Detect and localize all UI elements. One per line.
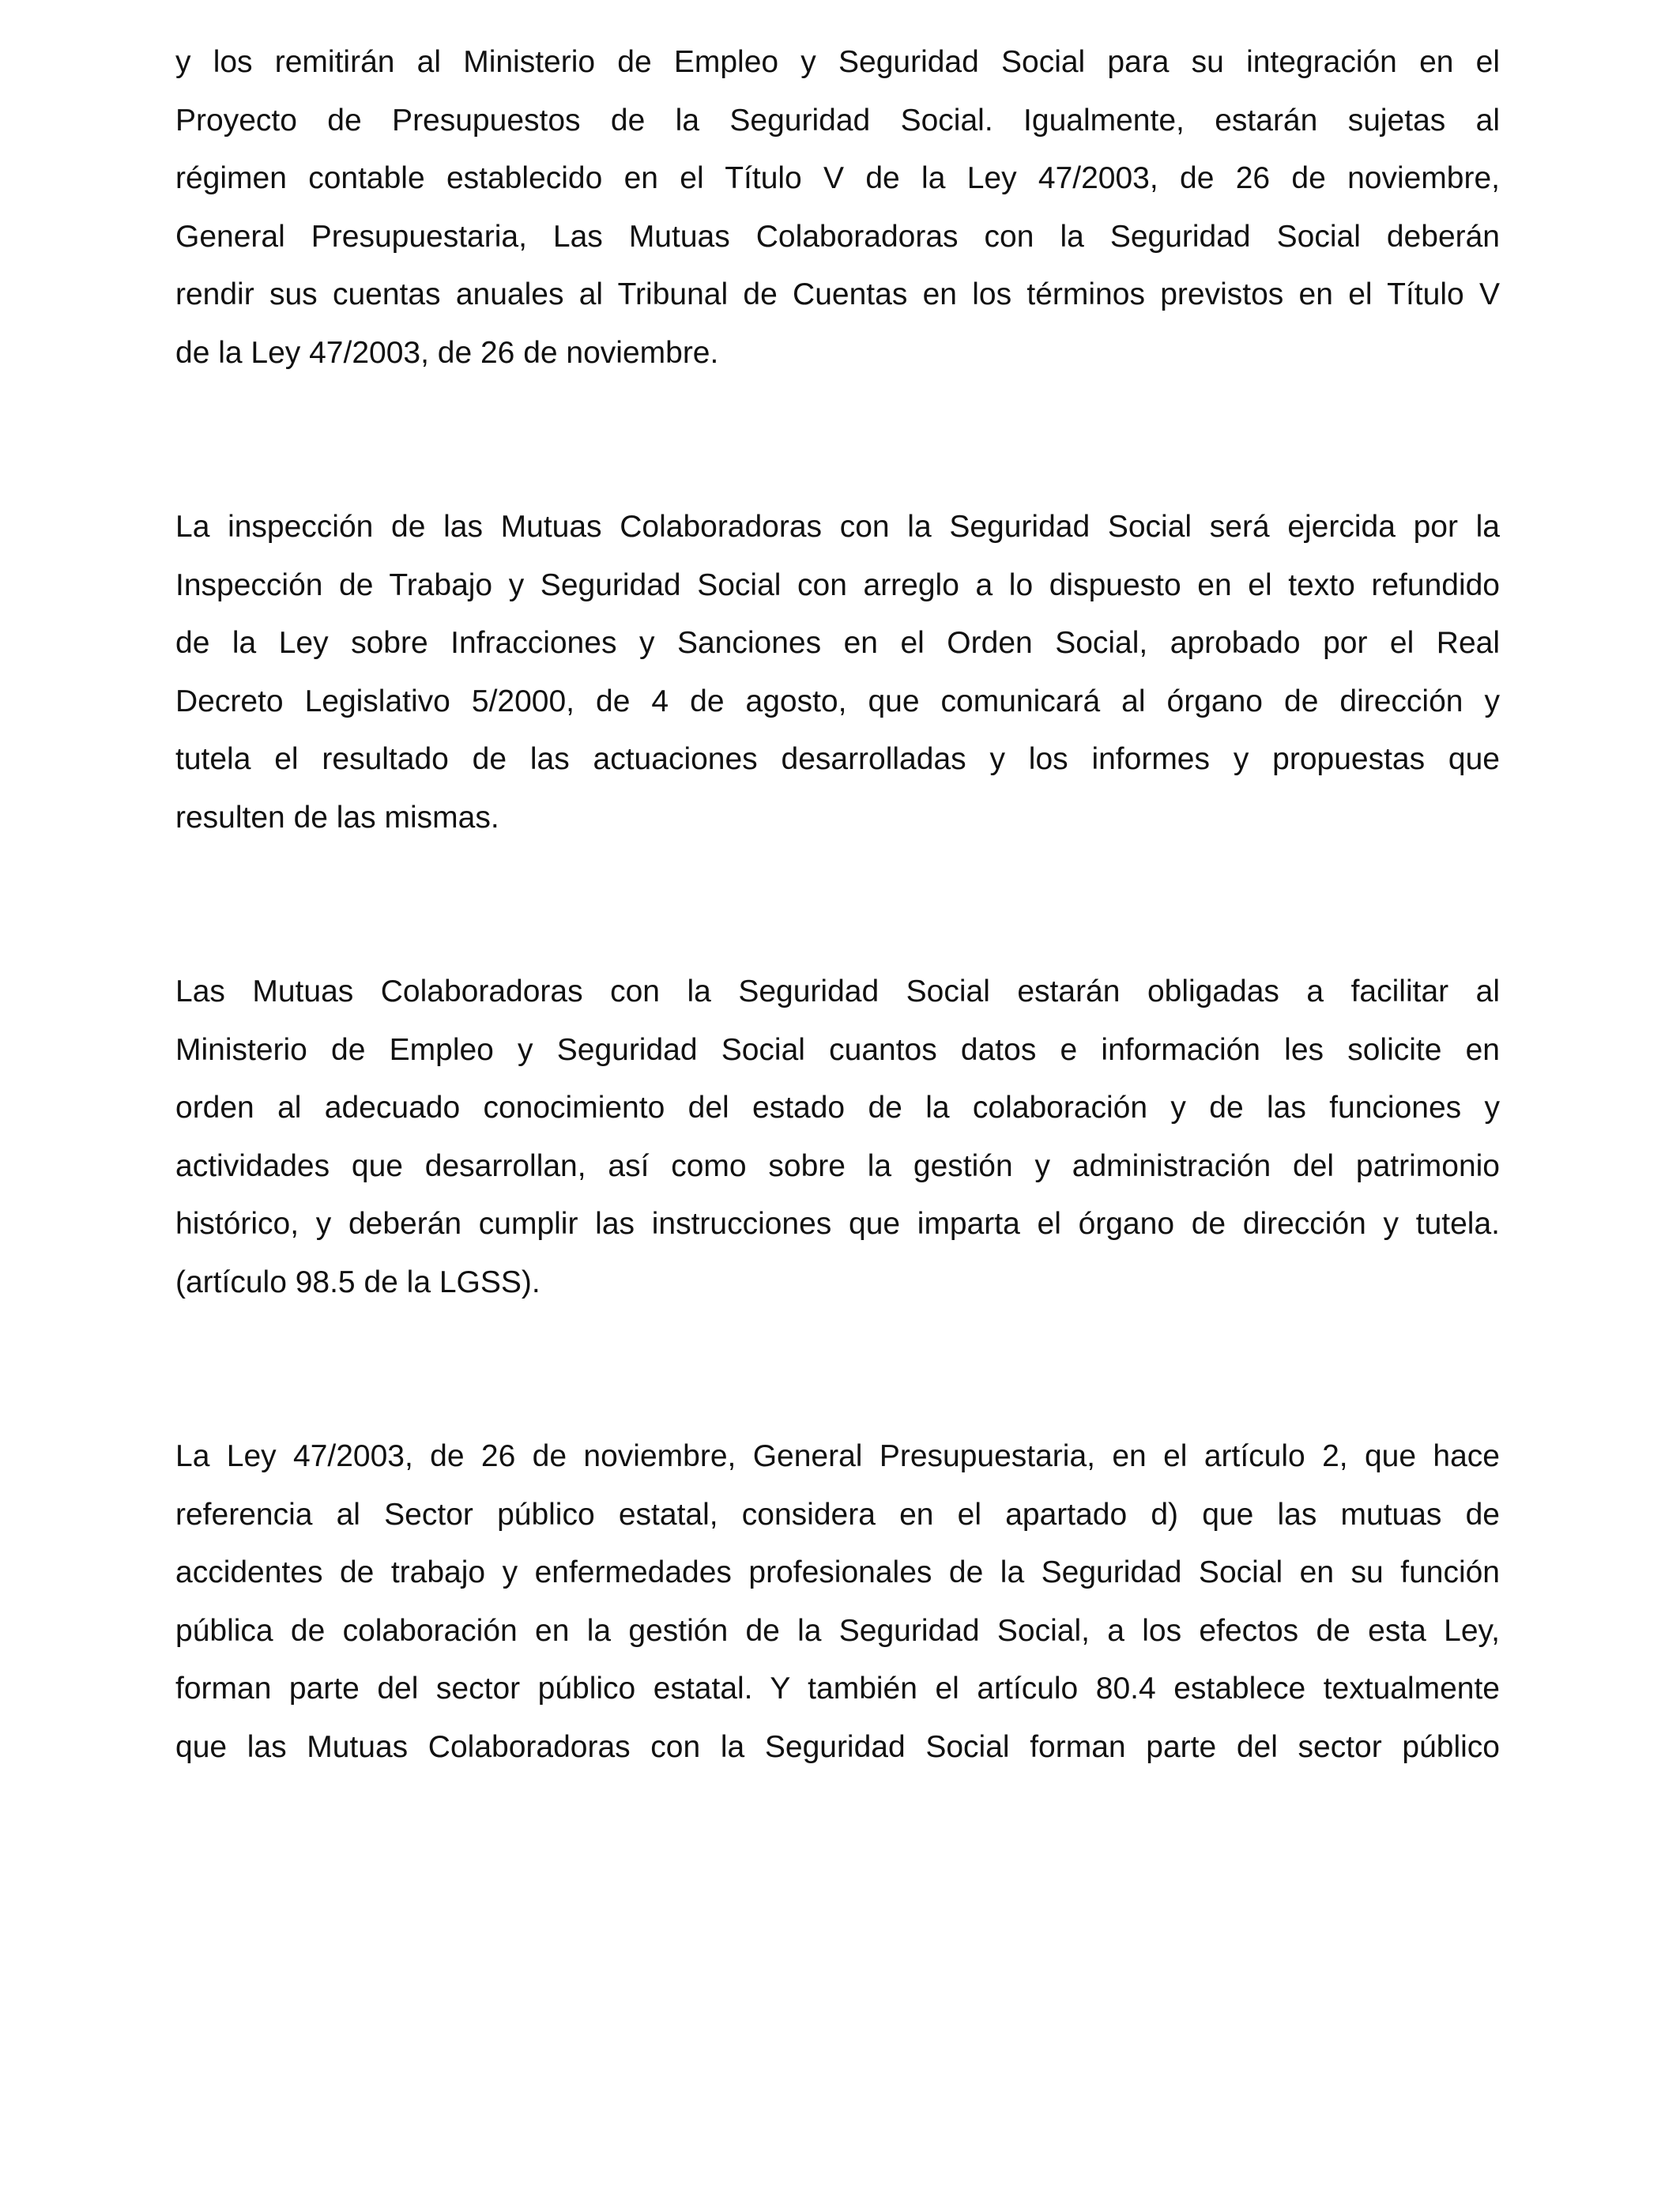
text-line: rendir sus cuentas anuales al Tribunal de Cuentas en los términos previstos en el Título V	[175, 277, 1500, 311]
text-line: accidentes de trabajo y enfermedades profesionales de la Seguridad Social en su función	[175, 1555, 1500, 1589]
text-line: orden al adecuado conocimiento del estado de la colaboración y de las funciones y	[175, 1091, 1500, 1125]
text-line: forman parte del sector público estatal. Y también el artículo 80.4 establece textualmente	[175, 1672, 1500, 1706]
text-line: resulten de las mismas.	[175, 800, 499, 835]
text-line: Ministerio de Empleo y Seguridad Social cuantos datos e información les solicite en	[175, 1032, 1500, 1067]
text-line: (artículo 98.5 de la LGSS).	[175, 1265, 541, 1299]
text-line: La Ley 47/2003, de 26 de noviembre, General Presupuestaria, en el artículo 2, que hace	[175, 1439, 1500, 1473]
text-line: Inspección de Trabajo y Seguridad Social con arreglo a lo dispuesto en el texto refundido	[175, 567, 1500, 602]
text-line: y los remitirán al Ministerio de Empleo y Seguridad Social para su integración en el	[175, 45, 1500, 79]
text-line: referencia al Sector público estatal, considera en el apartado d) que las mutuas de	[175, 1497, 1500, 1532]
paragraph-accounting-regime	[175, 33, 1500, 382]
text-line: La inspección de las Mutuas Colaboradoras con la Seguridad Social será ejercida por la	[175, 510, 1500, 544]
text-line: histórico, y deberán cumplir las instrucciones que imparta el órgano de dirección y tutela.	[175, 1207, 1500, 1241]
text-line: General Presupuestaria, Las Mutuas Colaboradoras con la Seguridad Social deberán	[175, 219, 1500, 254]
text-line: actividades que desarrollan, así como sobre la gestión y administración del patrimonio	[175, 1148, 1500, 1183]
text-line: Las Mutuas Colaboradoras con la Seguridad Social estarán obligadas a facilitar al	[175, 974, 1500, 1008]
text-line: régimen contable establecido en el Título V de la Ley 47/2003, de 26 de noviembre,	[175, 161, 1500, 195]
text-line: tutela el resultado de las actuaciones desarrolladas y los informes y propuestas que	[175, 742, 1500, 776]
text-line: Proyecto de Presupuestos de la Seguridad Social. Igualmente, estarán sujetas al	[175, 103, 1500, 138]
paragraph-inspection	[175, 498, 1500, 846]
text-line: de la Ley 47/2003, de 26 de noviembre.	[175, 335, 719, 370]
text-line: Decreto Legislativo 5/2000, de 4 de agosto, que comunicará al órgano de dirección y	[175, 684, 1500, 718]
paragraph-public-sector	[175, 1427, 1500, 1776]
paragraph-information-obligations	[175, 963, 1500, 1311]
text-line: pública de colaboración en la gestión de la Seguridad Social, a los efectos de esta Ley,	[175, 1613, 1500, 1648]
text-line: que las Mutuas Colaboradoras con la Seguridad Social forman parte del sector público	[175, 1729, 1500, 1764]
text-line: de la Ley sobre Infracciones y Sanciones en el Orden Social, aprobado por el Real	[175, 626, 1500, 660]
document-page	[175, 33, 1500, 1892]
